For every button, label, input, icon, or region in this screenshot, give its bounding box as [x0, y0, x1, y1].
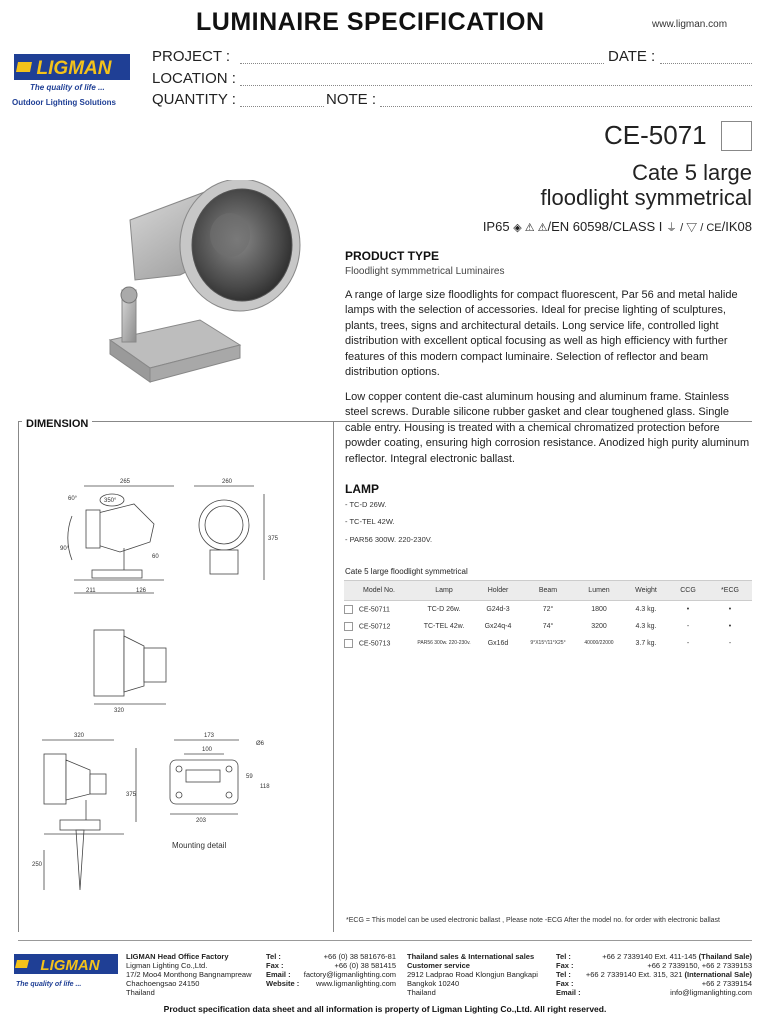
hq-website-link[interactable]: www.ligmanlighting.com [315, 979, 396, 988]
quantity-field[interactable] [240, 106, 324, 107]
cell-model: CE-50712 [358, 622, 391, 630]
col-model: Model No. [344, 581, 414, 601]
cell-beam: 74° [542, 622, 554, 630]
table-caption: Cate 5 large floodlight symmetrical [345, 567, 468, 576]
lamp-heading: LAMP [345, 482, 379, 496]
description-paragraph-1: A range of large size floodlights for compact fluorescent, Par 56 and metal halide lamps with the selection of accessories. Ideal for precise lighting of sculptures, plants, trees, signs and architectural details. Long service life, controlled light distribution with excellent optical focusing as well as high efficiency with further features of this modern compact luminaire. Selection of reflector and beam distribution options. [345, 289, 738, 379]
col-weight: Weight [624, 581, 668, 601]
footer-logo-brand: LIGMAN [40, 957, 100, 974]
location-field[interactable] [240, 85, 752, 86]
date-label: DATE : [608, 48, 656, 65]
cell-lumen: 3200 [591, 622, 607, 630]
footer-logo-accent [15, 960, 29, 968]
dim-260: 260 [222, 479, 233, 485]
date-field[interactable] [660, 63, 752, 64]
cell-weight: 3.7 kg. [635, 639, 657, 647]
cell-beam: 72° [542, 605, 554, 613]
tel-label: Tel : [556, 970, 571, 979]
product-photo [90, 180, 340, 390]
standard-class: /EN 60598/CLASS I [547, 219, 663, 234]
model-checkbox[interactable] [721, 121, 752, 151]
product-type-heading: PRODUCT TYPE [345, 249, 440, 263]
hq-contact-values [300, 952, 396, 988]
product-type-subheading: Floodlight symmmetrical Luminaires [345, 266, 505, 277]
lamp-item: - TC-D 26W. [345, 500, 387, 509]
project-field[interactable] [240, 63, 604, 64]
hq-line: 17/2 Moo4 Monthong Bangnampreaw [126, 970, 252, 979]
dim-211: 211 [86, 588, 96, 594]
dim-203: 203 [196, 818, 207, 824]
hq-line: Thailand [126, 988, 155, 997]
col-ccg: CCG [668, 581, 708, 601]
hq-title: LIGMAN Head Office Factory [126, 952, 229, 961]
email-label: Email : [556, 988, 581, 997]
dim-100: 100 [202, 747, 213, 753]
cell-holder: Gx16d [487, 639, 509, 647]
hq-address [126, 952, 266, 997]
cell-holder: Gx24q-4 [484, 622, 512, 630]
sales-subtitle: Customer service [407, 961, 470, 970]
logo-brand-text: LIGMAN [36, 58, 112, 79]
cell-weight: 4.3 kg. [635, 605, 657, 613]
dim-90deg: 90° [60, 546, 70, 552]
cell-ccg: • [686, 605, 690, 613]
dim-126: 126 [136, 588, 147, 594]
cell-model: CE-50713 [358, 639, 391, 647]
fax-label: Fax : [556, 979, 574, 988]
col-holder: Holder [474, 581, 522, 601]
tel-label: Tel : [556, 952, 571, 961]
sales-tel-thai: +66 2 7339140 Ext. 411-145 [602, 952, 699, 961]
sales-line: Bangkok 10240 [407, 979, 460, 988]
sales-line: 2912 Ladprao Road Klongjun Bangkapi [407, 970, 538, 979]
ip-rating: IP65 [482, 219, 510, 234]
dim-320b: 320 [74, 733, 85, 739]
certification-line [483, 219, 752, 235]
document-title: LUMINAIRE SPECIFICATION [196, 8, 545, 36]
footer-logo [12, 952, 120, 992]
floodlight-illustration [90, 180, 340, 390]
copyright-notice: Product specification data sheet and all information is property of Ligman Lighting Co.,Ltd. All right reserved. [163, 1004, 607, 1014]
col-lamp: Lamp [414, 581, 474, 601]
dim-350deg: 350° [104, 498, 117, 504]
ik-rating: /IK08 [721, 219, 752, 234]
sales-tel-intl: +66 2 7339140 Ext. 315, 321 [585, 970, 685, 979]
mounting-detail-label: Mounting detail [172, 841, 227, 850]
note-label: NOTE : [326, 91, 377, 108]
sales-contact-values [566, 952, 752, 997]
cell-beam: 9°X15°/11°X25° [530, 640, 566, 646]
dim-d6: Ø6 [256, 741, 265, 747]
sales-fax-intl: +66 2 7339154 [701, 979, 752, 988]
hq-line: Ligman Lighting Co.,Ltd. [126, 961, 208, 970]
dim-375a: 375 [268, 536, 279, 542]
cell-holder: G24d-3 [486, 605, 510, 613]
dimension-drawings [24, 470, 324, 920]
cell-lamp: PAR56 300w. 220-230v. [417, 640, 471, 646]
website-label: Website : [266, 979, 300, 988]
product-name-line1: Cate 5 large [632, 160, 752, 185]
cell-ecg: • [728, 622, 732, 630]
hq-line: Chachoengsao 24150 [126, 979, 200, 988]
location-label: LOCATION : [152, 70, 236, 87]
fax-label: Fax : [556, 961, 574, 970]
email-label: Email : [266, 970, 291, 979]
lamp-item: - PAR56 300W. 220-230V. [345, 535, 433, 544]
cell-lamp: TC-D 26w. [427, 605, 461, 613]
cell-ccg: - [686, 639, 690, 647]
sales-address [407, 952, 557, 997]
cell-lumen: 1800 [591, 605, 607, 613]
project-label: PROJECT : [152, 48, 231, 65]
col-beam: Beam [522, 581, 574, 601]
description-paragraph-2: Low copper content die-cast aluminum housing and aluminum frame. Stainless steel screws. Durable silicone rubber gasket and clear toughened glass. Single cable entry. Housing is treated with a chemical chromatized protection before powder coating, ensuring high corrosion resistance. Anodized high purity aluminum reflector. Integral electronic ballast. [345, 391, 750, 465]
logo-subtitle: Outdoor Lighting Solutions [12, 98, 116, 107]
quantity-label: QUANTITY : [152, 91, 236, 108]
dim-265: 265 [119, 479, 131, 485]
lamp-item: - TC-TEL 42W. [345, 517, 395, 526]
sales-tel-intl-tag: (International Sale) [684, 970, 752, 979]
footer-logo-graphic [12, 952, 120, 992]
cell-ecg: - [728, 639, 732, 647]
sales-tel-thai-tag: (Thailand Sale) [698, 952, 752, 961]
col-ecg: *ECG [708, 581, 752, 601]
logo-tagline: The quality of life ... [30, 83, 105, 92]
col-lumen: Lumen [574, 581, 624, 601]
dim-173: 173 [204, 733, 215, 739]
cell-weight: 4.3 kg. [635, 622, 657, 630]
product-name [540, 160, 752, 210]
sales-email-link[interactable]: info@ligmanlighting.com [670, 988, 752, 997]
dimension-heading: DIMENSION [22, 418, 92, 430]
sales-title: Thailand sales & International sales [407, 952, 535, 961]
hq-email-link[interactable]: factory@ligmanlighting.com [303, 970, 396, 979]
ecg-footnote: *ECG = This model can be used electronic ballast , Please note -ECG After the model no. for order with electronic ballast [346, 917, 720, 924]
cell-lumen: 40000/22000 [584, 640, 614, 646]
tel-label: Tel : [266, 952, 281, 961]
cell-model: CE-50711 [358, 606, 390, 614]
dim-320a: 320 [114, 708, 125, 714]
dim-59: 59 [246, 774, 253, 780]
hq-tel: +66 (0) 38 581676-81 [323, 952, 396, 961]
cert-icons: ◈ ⚠ ⚠ [513, 222, 548, 234]
sales-fax-thai: +66 2 7339150, +66 2 7339153 [647, 961, 752, 970]
dim-375b: 375 [126, 792, 137, 798]
dim-118: 118 [260, 784, 270, 790]
footer-divider [18, 940, 752, 941]
cell-ccg: - [686, 622, 690, 630]
model-number: CE-5071 [604, 120, 707, 150]
cell-lamp: TC-TEL 42w. [423, 622, 465, 630]
dimension-divider [333, 421, 334, 932]
product-name-line2: floodlight symmetrical [540, 185, 752, 210]
logo-accent [16, 62, 32, 72]
footer-logo-tagline: The quality of life ... [16, 981, 82, 988]
note-field[interactable] [380, 106, 752, 107]
website-url[interactable]: www.ligman.com [652, 19, 728, 30]
fax-label: Fax : [266, 961, 284, 970]
sales-line: Thailand [407, 988, 436, 997]
dim-60deg: 60° [68, 496, 78, 502]
hq-fax: +66 (0) 38 581415 [334, 961, 396, 970]
dim-60: 60 [152, 554, 159, 560]
cell-ecg: • [728, 605, 732, 613]
dim-250: 250 [32, 862, 43, 868]
technical-drawing [24, 470, 324, 920]
class-icons: ⏚ / ▽ / CE [666, 222, 722, 234]
